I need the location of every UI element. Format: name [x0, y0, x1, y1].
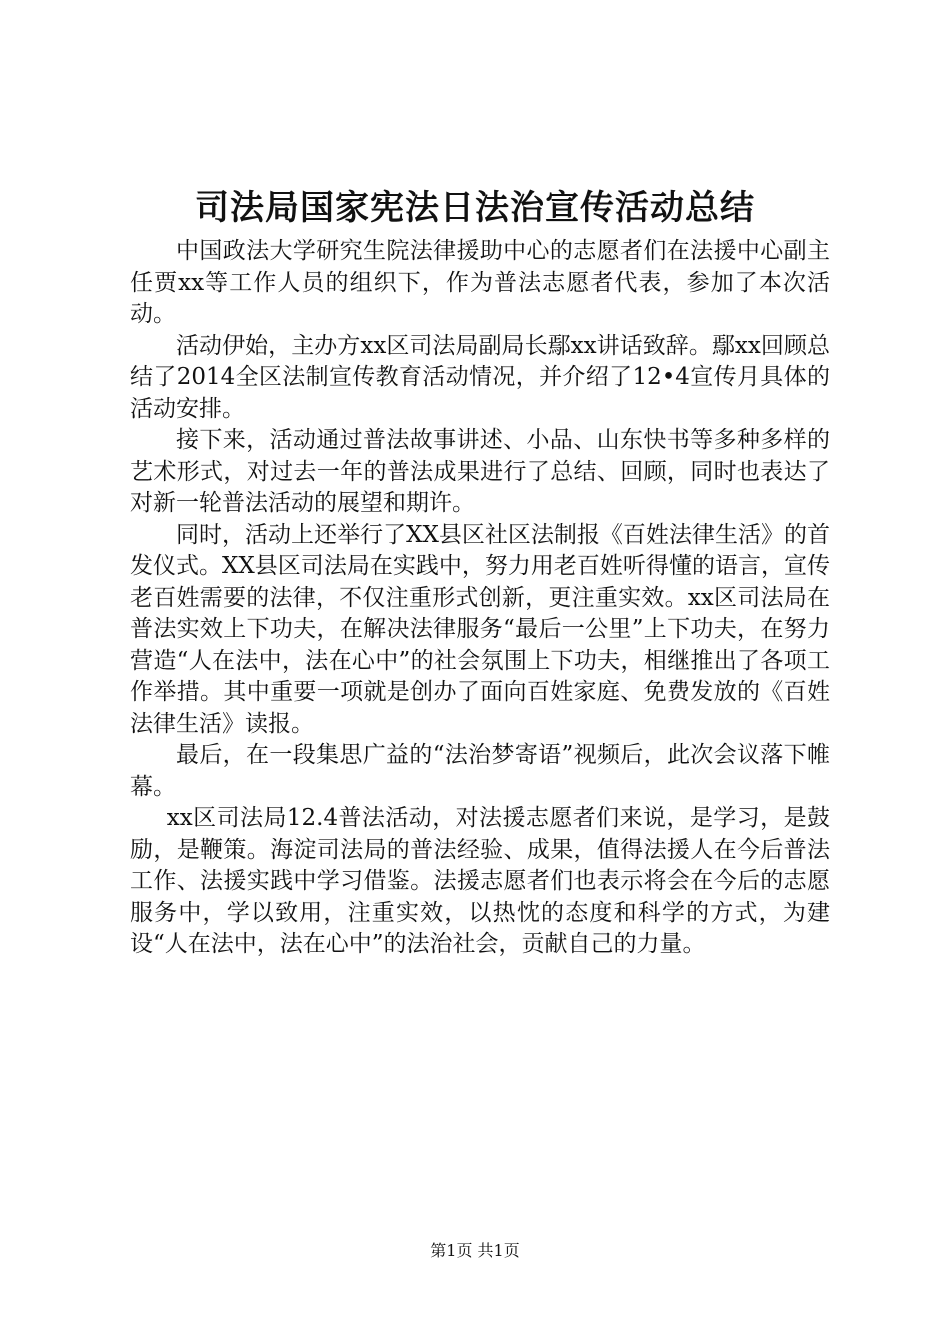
paragraph-5: 最后，在一段集思广益的“法治梦寄语”视频后，此次会议落下帷幕。 — [130, 742, 830, 800]
document-body — [130, 236, 830, 961]
page-footer: 第1页 共1页 — [430, 1241, 520, 1260]
paragraph-3: 接下来，活动通过普法故事讲述、小品、山东快书等多种多样的艺术形式，对过去一年的普法成果进行了总结、回顾，同时也表达了对新一轮普法活动的展望和期许。 — [130, 427, 830, 516]
document-title: 司法局国家宪法日法治宣传活动总结 — [195, 188, 755, 228]
paragraph-6: xx区司法局12.4普法活动，对法援志愿者们来说，是学习，是鼓励，是鞭策。海淀司法局的普法经验、成果，值得法援人在今后普法工作、法援实践中学习借鉴。法援志愿者们也表示将会在今后的志愿服务中，学以致用，注重实效，以热忱的态度和科学的方式，为建设“人在法中，法在心中”的法治社会，贡献自己的力量。 — [130, 805, 830, 957]
paragraph-4: 同时，活动上还举行了XX县区社区法制报《百姓法律生活》的首发仪式。XX县区司法局在实践中，努力用老百姓听得懂的语言，宣传老百姓需要的法律，不仅注重形式创新，更注重实效。xx区司法局在普法实效上下功夫，在解决法律服务“最后一公里”上下功夫，在努力营造“人在法中，法在心中”的社会氛围上下功夫，相继推出了各项工作举措。其中重要一项就是创办了面向百姓家庭、免费发放的《百姓法律生活》读报。 — [130, 521, 830, 737]
paragraph-2: 活动伊始，主办方xx区司法局副局长鄢xx讲话致辞。鄢xx回顾总结了2014全区法制宣传教育活动情况，并介绍了12•4宣传月具体的活动安排。 — [130, 332, 830, 422]
paragraph-1: 中国政法大学研究生院法律援助中心的志愿者们在法援中心副主任贾xx等工作人员的组织下，作为普法志愿者代表，参加了本次活动。 — [130, 238, 830, 327]
